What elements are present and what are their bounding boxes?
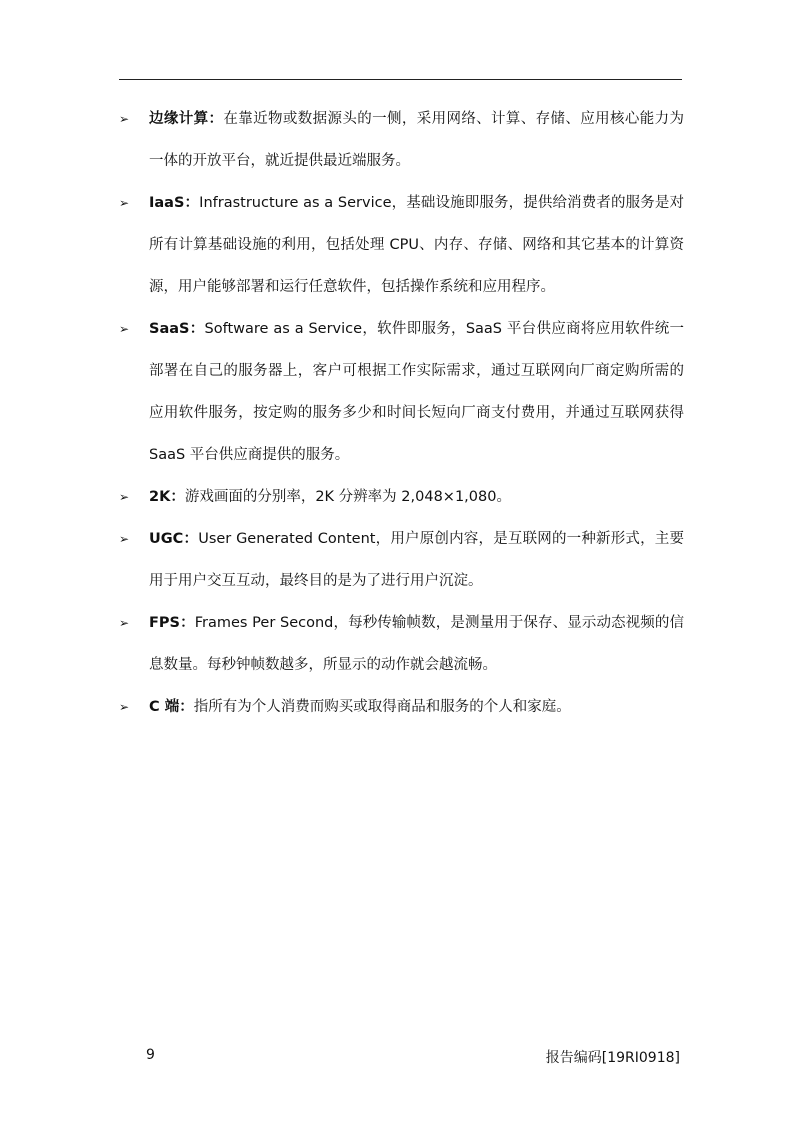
glossary-list <box>119 98 684 728</box>
term-separator: ： <box>189 321 205 337</box>
glossary-term: SaaS <box>149 321 190 337</box>
arrow-bullet-icon: ➢ <box>119 700 130 714</box>
glossary-entry-ugc <box>119 518 684 602</box>
arrow-bullet-icon: ➢ <box>119 616 130 630</box>
glossary-definition: Infrastructure as a Service，基础设施即服务，提供给消费者的服务是对所有计算基础设施的利用，包括处理 CPU、内存、存储、网络和其它基本的计算资源，用户能够部署和运行任意软件，包括操作系统和应用程序。 <box>149 195 684 295</box>
glossary-entry-edge-computing <box>119 98 684 182</box>
glossary-entry-2k <box>119 476 684 518</box>
page-number: 9 <box>146 1047 155 1063</box>
term-separator: ： <box>183 531 199 547</box>
glossary-term: 2K <box>149 489 171 505</box>
glossary-definition: Frames Per Second，每秒传输帧数，是测量用于保存、显示动态视频的信息数量。每秒钟帧数越多，所显示的动作就会越流畅。 <box>149 615 685 673</box>
glossary-entry-saas <box>119 308 684 476</box>
glossary-term: C 端 <box>149 699 180 715</box>
glossary-entry-iaas <box>119 182 684 308</box>
arrow-bullet-icon: ➢ <box>119 112 130 126</box>
glossary-definition: 在靠近物或数据源头的一侧，采用网络、计算、存储、应用核心能力为一体的开放平台，就近提供最近端服务。 <box>149 111 685 169</box>
arrow-bullet-icon: ➢ <box>119 322 130 336</box>
glossary-definition: Software as a Service，软件即服务，SaaS 平台供应商将应用软件统一部署在自己的服务器上，客户可根据工作实际需求，通过互联网向厂商定购所需的应用软件服务，按定购的服务多少和时间长短向厂商支付费用，并通过互联网获得 SaaS 平台供应商提供的服务。 <box>149 321 685 463</box>
term-separator: ： <box>179 699 194 715</box>
glossary-definition: 游戏画面的分别率，2K 分辨率为 2,048×1,080。 <box>184 489 511 505</box>
glossary-entry-c-end <box>119 686 684 728</box>
term-separator: ： <box>179 615 195 631</box>
arrow-bullet-icon: ➢ <box>119 490 130 504</box>
term-separator: ： <box>208 111 224 127</box>
arrow-bullet-icon: ➢ <box>119 532 130 546</box>
arrow-bullet-icon: ➢ <box>119 196 130 210</box>
term-separator: ： <box>170 489 185 505</box>
glossary-definition: 指所有为个人消费而购买或取得商品和服务的个人和家庭。 <box>193 699 571 715</box>
glossary-entry-fps <box>119 602 684 686</box>
report-code: 报告编码[19RI0918] <box>545 1050 680 1066</box>
glossary-term: FPS <box>149 615 180 631</box>
glossary-term: UGC <box>149 531 184 547</box>
glossary-term: IaaS <box>149 195 185 211</box>
glossary-term: 边缘计算 <box>149 111 209 127</box>
glossary-definition: User Generated Content，用户原创内容，是互联网的一种新形式，主要用于用户交互互动，最终目的是为了进行用户沉淀。 <box>149 531 685 589</box>
term-separator: ： <box>184 195 200 211</box>
header-rule <box>119 79 682 80</box>
